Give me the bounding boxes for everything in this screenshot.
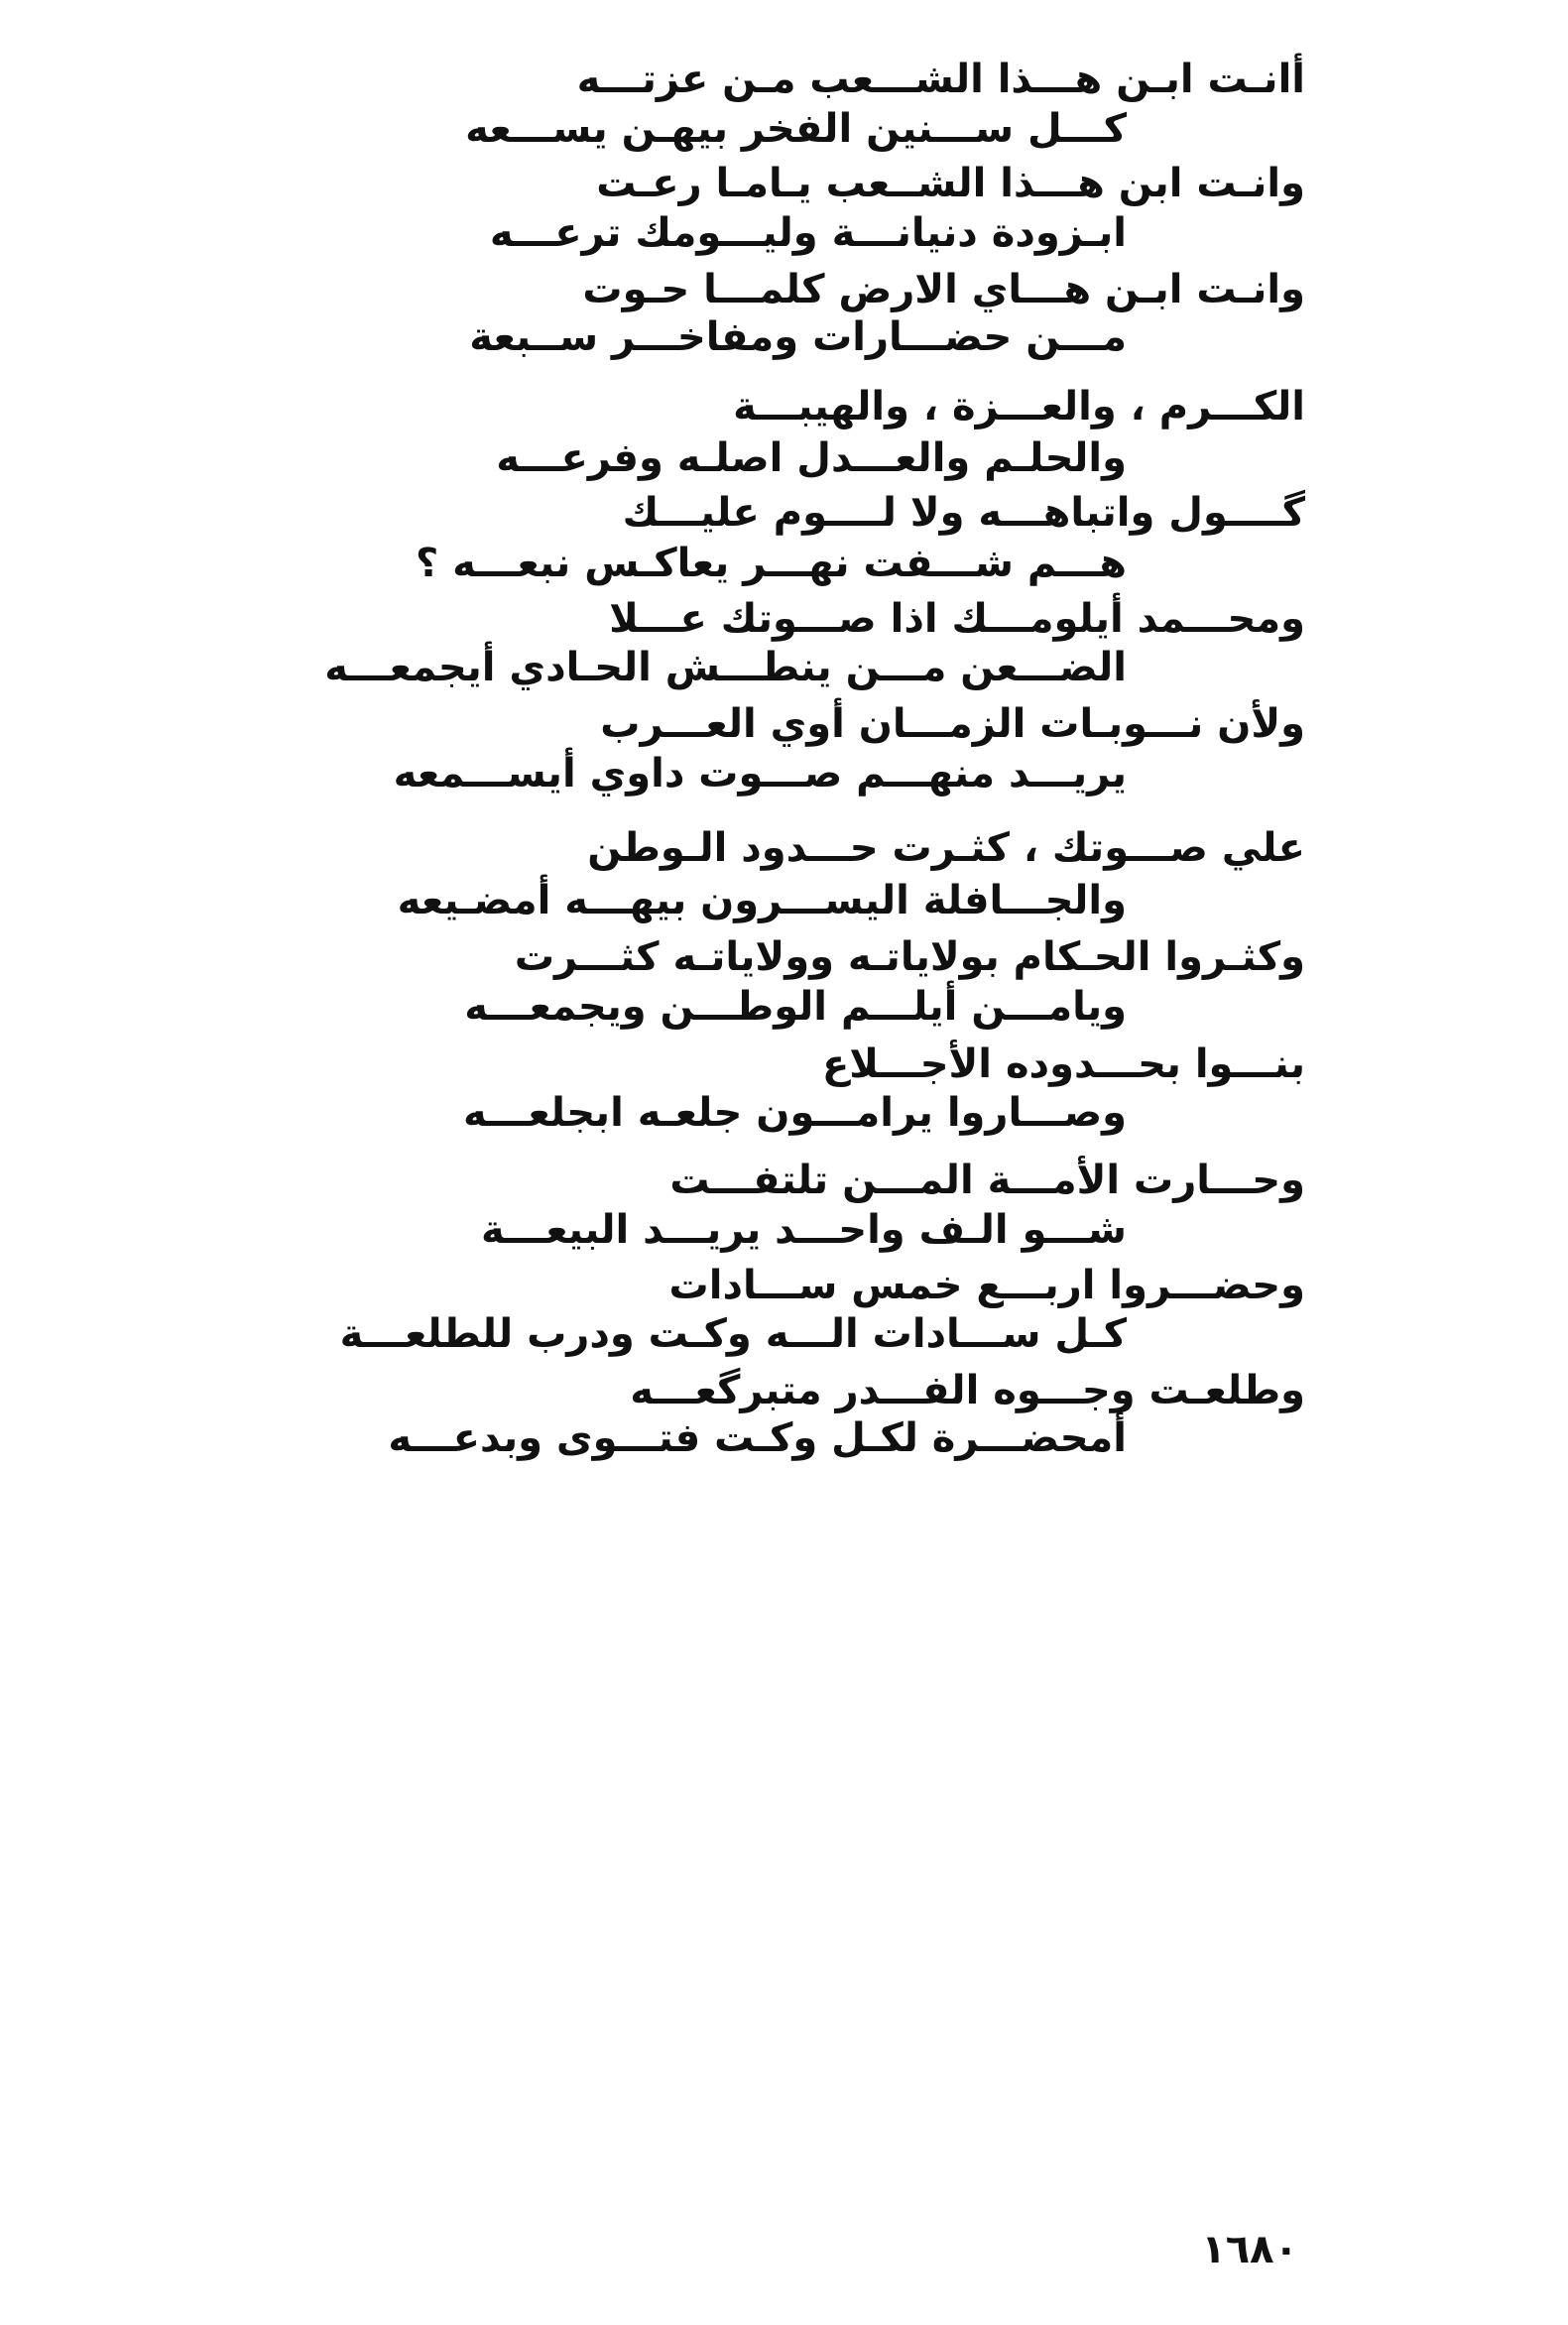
poem-line: وانـت ابن هـــذا الشــعب يـامـا رعـت (596, 161, 1305, 206)
poem-line: أانـت ابـن هـــذا الشـــعب مـن عزتـــه (576, 57, 1305, 102)
poem-line: ابـزودة دنيانـــة وليـــومك ترعـــه (489, 210, 1127, 256)
poem-line: والجـــافلة اليســـرون بيهـــه أمضـيعه (397, 878, 1127, 923)
poem-line: وطلعـت وجـــوه الفـــدر متبرگعـــه (630, 1368, 1305, 1413)
poem-line: ولأن نـــوبـات الزمـــان أوي العـــرب (600, 701, 1305, 747)
poem-line: أمحضـــرة لكـل وكـت فتـــوى وبدعـــه (388, 1415, 1127, 1461)
poem-line: وحـــارت الأمـــة المـــن تلتفـــت (669, 1158, 1305, 1203)
poem-line: بنـــوا بحـــدوده الأجـــلاع (821, 1041, 1305, 1087)
poem-line: ويامـــن أيلـــم الوطـــن ويجمعـــه (464, 984, 1127, 1030)
poem-line: والحلـم والعـــدل اصلـه وفرعـــه (496, 435, 1127, 481)
poem-line: الضـــعن مـــن ينطـــش الحـادي أيجمعـــه (324, 645, 1127, 690)
poem-line: شـــو الـف واحـــد يريـــد البيعـــة (481, 1207, 1127, 1253)
poem-line: وحضـــروا اربـــع خمس ســـادات (668, 1263, 1305, 1308)
poem-line: ومحـــمد أيلومـــك اذا صـــوتك عـــلا (609, 596, 1305, 642)
poem-line: يريـــد منهـــم صـــوت داوي أيســـمعه (393, 751, 1127, 796)
poem-line: كـــل ســـنين الفخر بيهـن يســـعه (465, 106, 1127, 152)
poem-line: كـل ســـادات الـــه وكـت ودرب للطلعـــة (339, 1311, 1127, 1357)
poem-line: مـــن حضـــارات ومفاخـــر ســبعة (469, 314, 1127, 360)
page-number: ١٦٨٠ (1201, 2227, 1298, 2272)
poem-line: وصـــاروا يرامـــون جلعـه ابجلعـــه (463, 1090, 1127, 1136)
poem-line: وكثـروا الحـكام بولاياتـه وولاياتـه كثـــرت (514, 934, 1305, 980)
poem-line: الكـــرم ، والعـــزة ، والهيبـــة (733, 384, 1305, 429)
poem-line: هـــم شـــفت نهـــر يعاكـس نبعـــه ؟ (415, 541, 1127, 586)
poem-line: علي صـــوتك ، كثـرت حـــدود الـوطن (587, 825, 1305, 871)
poem-line: گــــول واتباهـــه ولا لــــوم عليـــك (622, 490, 1305, 536)
poem-line: وانـت ابـن هـــاي الارض كلمـــا حـوت (582, 267, 1305, 312)
